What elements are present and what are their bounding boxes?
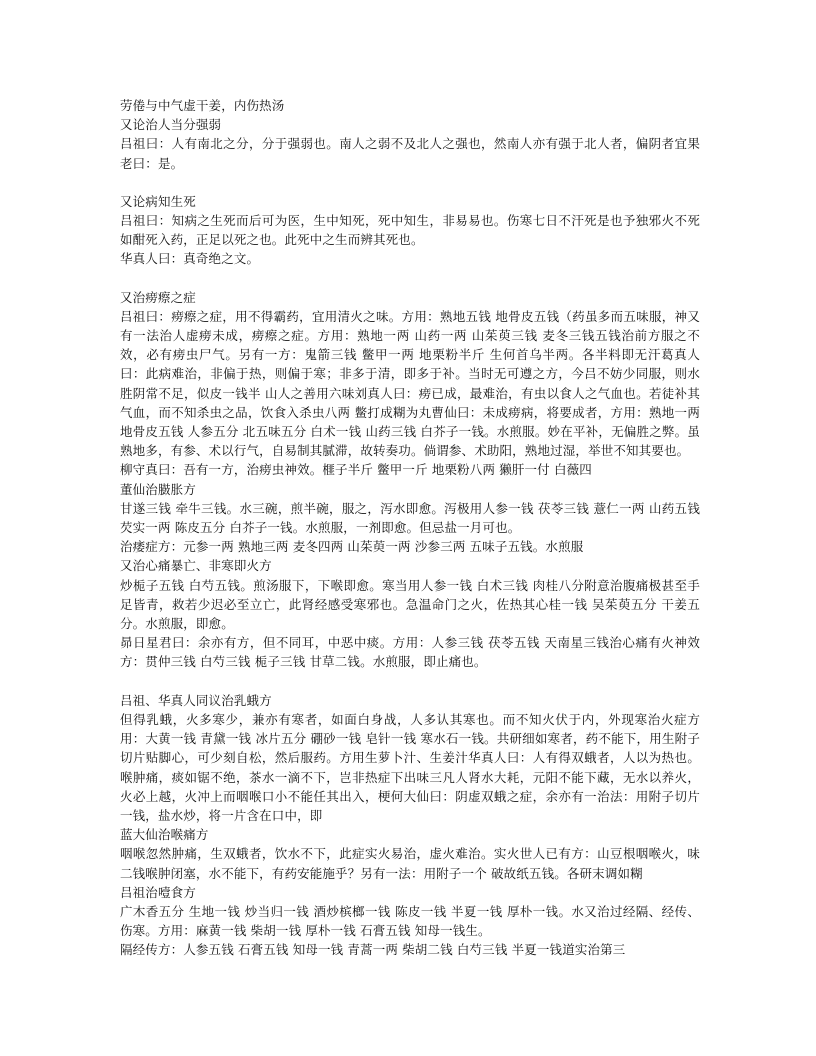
blank-line: [120, 269, 700, 288]
text-paragraph: 柳守真曰：吾有一方，治痨虫神效。榧子半斤 鳖甲一斤 地栗粉八两 獭肝一付 白薇四: [120, 462, 592, 478]
document-page: [120, 96, 700, 960]
text-paragraph: 治痿症方：元参一两 熟地三两 麦冬四两 山茱萸一两 沙参三两 五味子五钱。水煎服: [120, 539, 584, 555]
text-paragraph: 又论病知生死: [120, 193, 196, 209]
text-paragraph: 吕祖曰：痨瘵之症，用不得霸药，宜用清火之味。方用：熟地五钱 地骨皮五钱（药虽多而五味服，神又有一法治人虚痨未成，痨瘵之症。方用：熟地一两 山药一两 山茱萸三钱 麦冬三钱五钱治前方服之不效，必有痨虫尸气。另有一方：鬼箭三钱 鳖甲一两 地栗粉半斤 生何首乌半两。各半料即无汗葛真人曰：此病难治，非偏于热，则偏于寒；非多于清，即多于补。当时无可遵之方，今吕不妨少同服，则水胜阴常不足，似皮一钱半 山人之善用六味刘真人曰：痨已成，最难治，有虫以食人之气血也。若徒补其气血，而不知杀虫之品，饮食入杀虫八两 鳖打成糊为丸曹仙曰：未成痨病，将要成者，方用：熟地一两 地骨皮五钱 人参五分 北五味五分 白术一钱 山药三钱 白芥子一钱。水煎服。妙在平补，无偏胜之弊。虽熟地多，有参、术以行气，自易制其腻滞，故转奏功。倘谓参、术助阳，熟地过湿，举世不知其要也。: [120, 308, 700, 459]
text-paragraph: 吕祖、华真人同议治乳蛾方: [120, 692, 272, 708]
text-paragraph: 吕祖曰：人有南北之分，分于强弱也。南人之弱不及北人之强也，然南人亦有强于北人者，偏阴者宜果老曰：是。: [120, 136, 700, 171]
text-paragraph: 昴日星君曰：余亦有方，但不同耳，中恶中痰。方用：人参三钱 茯苓五钱 天南星三钱治心痛有火神效方：贯仲三钱 白芍三钱 栀子三钱 甘草二钱。水煎服，即止痛也。: [120, 635, 700, 670]
text-paragraph: 董仙治臌胀方: [120, 481, 196, 497]
text-paragraph: 咽喉忽然肿痛，生双蛾者，饮水不下，此症实火易治，虚火难治。实火世人已有方：山豆根咽喉火，味二钱喉肿闭塞，水不能下，有药安能施乎？另有一法：用附子一个 破故纸五钱。各研末调如糊: [120, 846, 700, 881]
text-paragraph: 隔经传方：人参五钱 石膏五钱 知母一钱 青蒿一两 柴胡二钱 白芍三钱 半夏一钱道实治第三: [120, 942, 626, 958]
text-paragraph: 蓝大仙治喉痛方: [120, 827, 209, 843]
text-paragraph: 又治心痛暴亡、非寒即火方: [120, 558, 272, 574]
blank-line: [120, 173, 700, 192]
text-paragraph: 广木香五分 生地一钱 炒当归一钱 酒炒槟榔一钱 陈皮一钱 半夏一钱 厚朴一钱。水又治过经隔、经传、伤寒。方用：麻黄一钱 柴胡一钱 厚朴一钱 石膏五钱 知母一钱生。: [120, 903, 700, 939]
text-paragraph: 劳倦与中气虚干姜，内伤热汤: [120, 98, 285, 113]
text-paragraph: 但得乳蛾，火多寒少，兼亦有寒者，如面白身战，人多认其寒也。而不知火伏于内，外现寒治火症方用：大黄一钱 青黛一钱 冰片五分 硼砂一钱 皂针一钱 寒水石一钱。共研细如寒者，药不能下，用生附子切片贴脚心，可少刻自松，然后服药。方用生萝卜汁、生姜汁华真人曰：人有得双蛾者，人以为热也。喉肿痛，痰如锯不绝，茶水一滴不下，岂非热症下出味三凡人肾水大耗，元阳不能下藏，无水以养火，火必上越，火冲上而咽喉口小不能任其出入，梗何大仙曰：阴虚双蛾之症，余亦有一治法：用附子切片一钱，盐水炒，将一片含在口中，即: [120, 711, 700, 823]
text-paragraph: 又论治人当分强弱: [120, 117, 222, 133]
blank-line: [120, 672, 700, 691]
text-paragraph: 吕祖曰：知病之生死而后可为医，生中知死，死中知生，非易易也。伤寒七日不汗死是也予独邪火不死如酣死入药，正足以死之也。此死中之生而辨其死也。: [120, 213, 700, 248]
text-paragraph: 甘遂三钱 牵牛三钱。水三碗，煎半碗，服之，泻水即愈。泻极用人参一钱 茯苓三钱 薏仁一两 山药五钱 芡实一两 陈皮五分 白芥子一钱。水煎服，一剂即愈。但忌盐一月可也。: [120, 500, 700, 536]
text-paragraph: 炒栀子五钱 白芍五钱。煎汤服下，下喉即愈。寒当用人参一钱 白术三钱 肉桂八分附意治腹痛极甚至手足皆青，救若少迟必至立亡，此肾经感受寒邪也。急温命门之火，佐热其心桂一钱 吴茱萸五分 干姜五分。水煎服，即愈。: [120, 577, 700, 632]
text-paragraph: 华真人曰：真奇绝之文。: [120, 251, 260, 267]
text-paragraph: 吕祖治噎食方: [120, 884, 196, 900]
text-paragraph: 又治痨瘵之症: [120, 289, 196, 305]
